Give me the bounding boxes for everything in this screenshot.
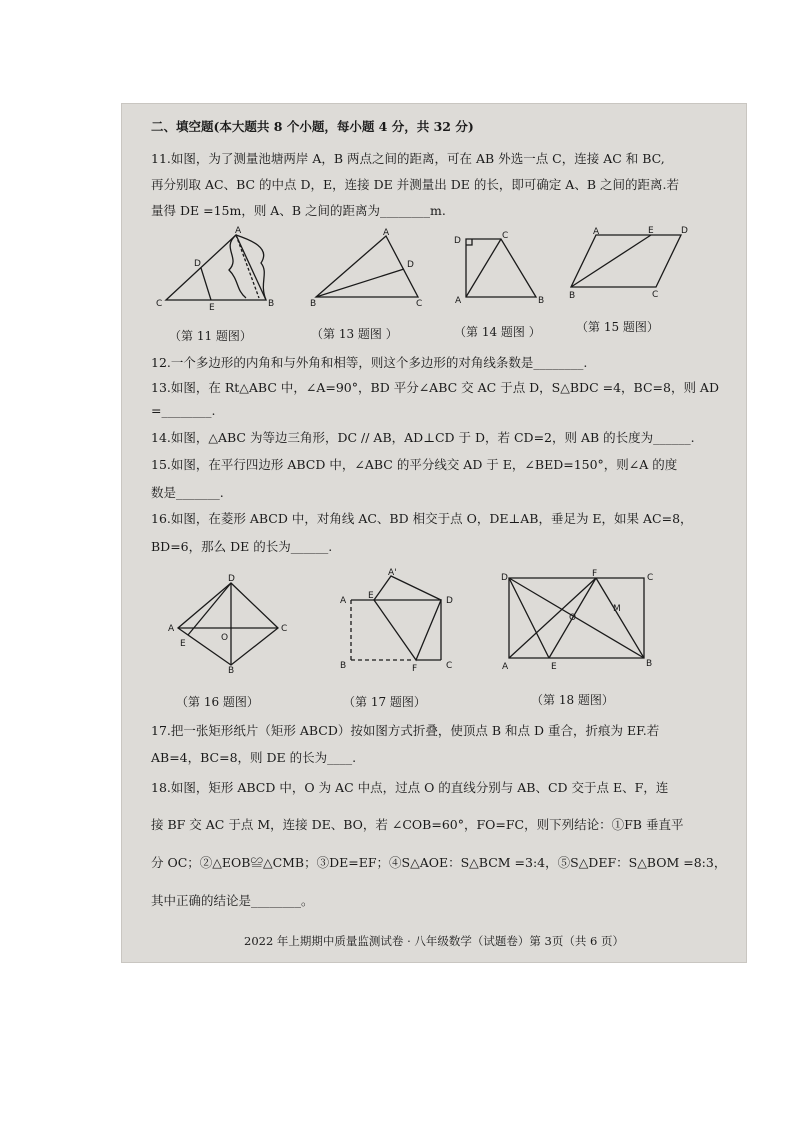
f14-label-b: B — [538, 296, 545, 306]
f18-label-o: O — [569, 613, 577, 623]
q11-line-1: 11.如图，为了测量池塘两岸 A，B 两点之间的距离，可在 AB 外选一点 C，连接 AC 和 BC, — [151, 151, 665, 166]
f17-label-e: E — [368, 591, 374, 601]
figure-11 — [151, 226, 276, 313]
figure-15 — [566, 225, 696, 300]
figure-14 — [451, 231, 551, 311]
q18-line-2: 接 BF 交 AC 于点 M，连接 DE、BO，若 ∠COB=60°，FO=FC，则下列结论：①FB 垂直平 — [151, 817, 684, 832]
f15-label-c: C — [652, 290, 659, 300]
figure-18 — [499, 568, 659, 673]
f17-label-b: B — [340, 661, 347, 671]
q15-line-1: 15.如图，在平行四边形 ABCD 中，∠ABC 的平分线交 AD 于 E，∠BED=150°，则∠A 的度 — [151, 457, 678, 472]
q12-line-1: 12.一个多边形的内角和与外角和相等，则这个多边形的对角线条数是________. — [151, 355, 588, 370]
f11-label-d: D — [194, 259, 201, 269]
f17-label-f: F — [412, 664, 418, 674]
f18-label-f: F — [592, 569, 598, 579]
f13-label-a: A — [383, 228, 390, 238]
f11-label-e: E — [209, 303, 215, 313]
q16-line-1: 16.如图，在菱形 ABCD 中，对角线 AC、BD 相交于点 O，DE⊥AB，垂足为 E，如果 AC=8， — [151, 511, 693, 526]
f17-label-a: A — [340, 596, 347, 606]
f14-label-a: A — [455, 296, 462, 306]
f18-label-b: B — [646, 659, 653, 669]
f13-label-b: B — [310, 299, 317, 309]
q11-line-3: 量得 DE =15m，则 A、B 之间的距离为________m. — [151, 203, 446, 218]
q15-line-2: 数是_______. — [151, 485, 224, 500]
f11-label-c: C — [156, 299, 163, 309]
figure-13 — [306, 228, 426, 309]
caption-16: （第 16 题图） — [176, 695, 259, 709]
f13-label-c: C — [416, 299, 423, 309]
f17-label-c: C — [446, 661, 453, 671]
q17-line-1: 17.把一张矩形纸片（矩形 ABCD）按如图方式折叠，使顶点 B 和点 D 重合，折痕为 EF.若 — [151, 723, 660, 738]
f11-label-b: B — [268, 299, 275, 309]
q11-line-2: 再分别取 AC、BC 的中点 D，E，连接 DE 并测量出 DE 的长，即可确定 A、B 之间的距离.若 — [151, 177, 679, 192]
caption-18: （第 18 题图） — [531, 693, 614, 707]
q18-line-1: 18.如图，矩形 ABCD 中，O 为 AC 中点，过点 O 的直线分别与 AB、CD 交于点 E、F，连 — [151, 780, 669, 795]
f18-label-c: C — [647, 573, 654, 583]
f16-label-b: B — [228, 666, 235, 676]
figure-17 — [336, 568, 461, 673]
q13-line-2: =________. — [151, 403, 216, 418]
f13-label-d: D — [407, 260, 414, 270]
caption-11: （第 11 题图） — [169, 329, 252, 343]
f15-label-b: B — [569, 291, 576, 301]
q14-line-1: 14.如图，△ABC 为等边三角形，DC // AB，AD⊥CD 于 D，若 CD=2，则 AB 的长度为______. — [151, 430, 695, 445]
f14-label-d: D — [454, 236, 461, 246]
f18-label-e: E — [551, 662, 557, 672]
caption-14: （第 14 题图 ） — [454, 325, 541, 339]
f18-label-a: A — [502, 662, 509, 672]
page-footer: 2022 年上期期中质量监测试卷 · 八年级数学（试题卷）第 3页（共 6 页） — [244, 934, 624, 948]
f17-label-d: D — [446, 596, 453, 606]
caption-17: （第 17 题图） — [343, 695, 426, 709]
f14-label-c: C — [502, 231, 509, 241]
exam-page — [121, 103, 747, 963]
f16-label-o: O — [221, 633, 229, 643]
f15-label-e: E — [648, 226, 654, 236]
caption-15: （第 15 题图） — [576, 320, 659, 334]
f16-label-e: E — [180, 639, 186, 649]
f18-label-m: M — [613, 604, 621, 614]
q17-line-2: AB=4，BC=8，则 DE 的长为____. — [151, 750, 357, 765]
f16-label-d: D — [228, 574, 235, 584]
f16-label-c: C — [281, 624, 288, 634]
caption-13: （第 13 题图 ） — [311, 327, 398, 341]
q13-line-1: 13.如图，在 Rt△ABC 中，∠A=90°，BD 平分∠ABC 交 AC 于点 D，S△BDC =4，BC=8，则 AD — [151, 380, 719, 395]
q16-line-2: BD=6，那么 DE 的长为______. — [151, 539, 333, 554]
section-title: 二、填空题(本大题共 8 个小题，每小题 4 分，共 32 分) — [151, 119, 474, 134]
f16-label-a: A — [168, 624, 175, 634]
q18-line-4: 其中正确的结论是________。 — [151, 893, 314, 908]
f11-label-a: A — [235, 226, 242, 236]
q18-line-3: 分 OC；②△EOB≌△CMB；③DE=EF；④S△AOE：S△BCM =3:4，⑤S△DEF：S△BOM =8:3， — [151, 855, 727, 870]
f17-label-a1: A' — [388, 568, 397, 578]
figure-16 — [166, 573, 291, 676]
f15-label-a: A — [593, 227, 600, 237]
f18-label-d: D — [501, 573, 508, 583]
f15-label-d: D — [681, 226, 688, 236]
